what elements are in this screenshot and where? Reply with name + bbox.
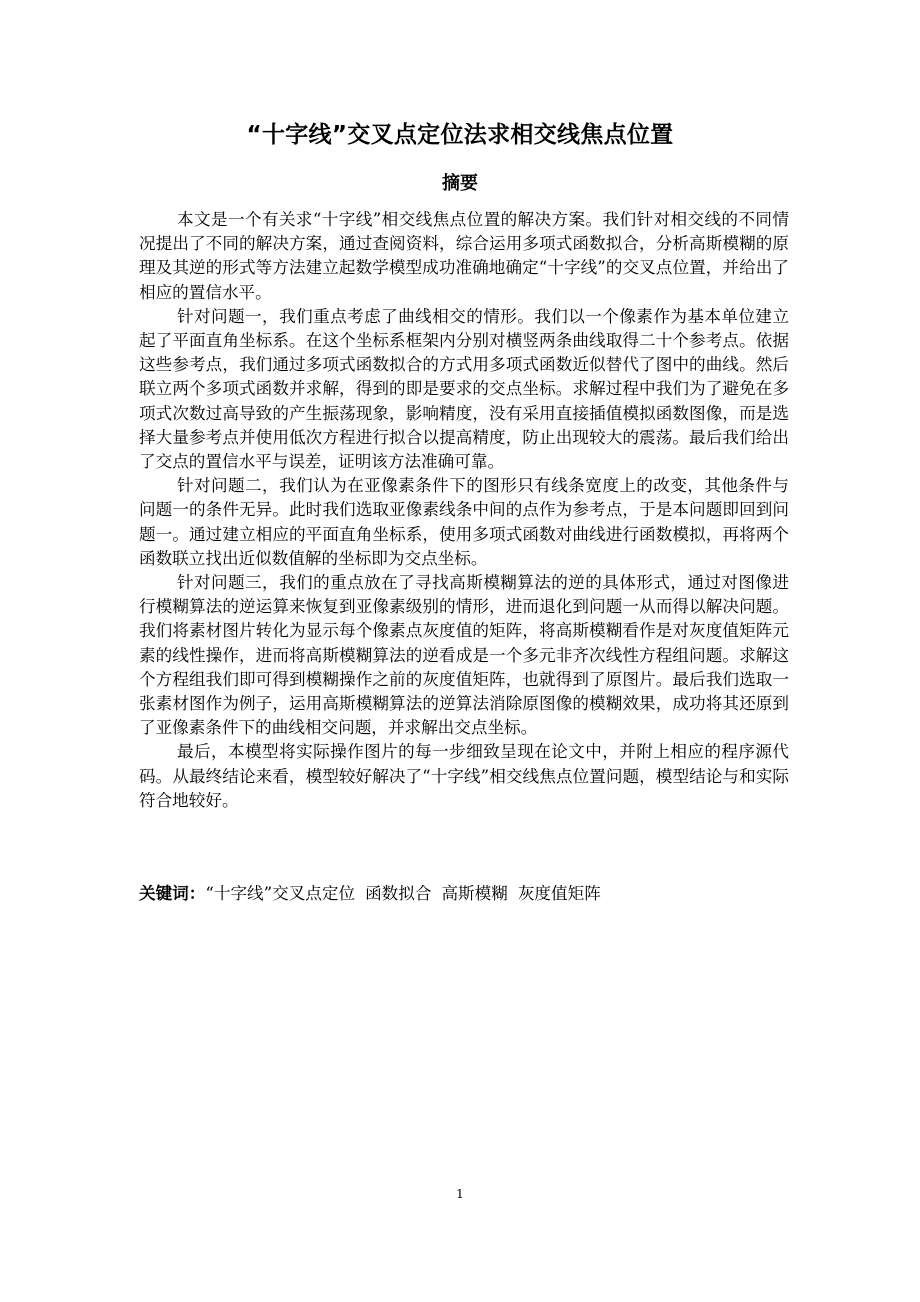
keyword-item: 函数拟合 — [365, 884, 432, 903]
keywords-label: 关键词： — [139, 884, 206, 903]
abstract-paragraph-intro: 本文是一个有关求“十字线”相交线焦点位置的解决方案。我们针对相交线的不同情况提出了不同的解决方案，通过查阅资料，综合运用多项式函数拟合，分析高斯模糊的原理及其逆的形式等方法建立起数学模型成功准确地确定“十字线”的交叉点位置，并给出了相应的置信水平。 — [139, 210, 789, 302]
abstract-heading: 摘要 — [442, 173, 478, 194]
keyword-item: “十字线”交叉点定位 — [205, 884, 356, 903]
abstract-body — [139, 208, 789, 813]
keyword-item: 高斯模糊 — [441, 884, 508, 903]
abstract-paragraph-conclusion: 最后，本模型将实际操作图片的每一步细致呈现在论文中，并附上相应的程序源代码。从最终结论来看，模型较好解决了“十字线”相交线焦点位置问题，模型结论与和实际符合地较好。 — [139, 742, 789, 810]
abstract-paragraph-problem-2: 针对问题二，我们认为在亚像素条件下的图形只有线条宽度上的改变，其他条件与问题一的条件无异。此时我们选取亚像素线条中间的点作为参考点，于是本问题即回到问题一。通过建立相应的平面直角坐标系，使用多项式函数对曲线进行函数模拟，再将两个函数联立找出近似数值解的坐标即为交点坐标。 — [139, 476, 789, 568]
page-title: “十字线”交叉点定位法求相交线焦点位置 — [246, 122, 674, 148]
abstract-paragraph-problem-1: 针对问题一，我们重点考虑了曲线相交的情形。我们以一个像素作为基本单位建立起了平面直角坐标系。在这个坐标系框架内分别对横竖两条曲线取得二十个参考点。依据这些参考点，我们通过多项式函数拟合的方式用多项式函数近似替代了图中的曲线。然后联立两个多项式函数并求解，得到的即是要求的交点坐标。求解过程中我们为了避免在多项式次数过高导致的产生振荡现象，影响精度，没有采用直接插值模拟函数图像，而是选择大量参考点并使用低次方程进行拟合以提高精度，防止出现较大的震荡。最后我们给出了交点的置信水平与误差，证明该方法准确可靠。 — [139, 306, 789, 472]
keywords-line — [139, 882, 789, 906]
keyword-item: 灰度值矩阵 — [517, 884, 601, 903]
page-number: 1 — [456, 1187, 464, 1201]
abstract-paragraph-problem-3: 针对问题三，我们的重点放在了寻找高斯模糊算法的逆的具体形式，通过对图像进行模糊算法的逆运算来恢复到亚像素级别的情形，进而退化到问题一从而得以解决问题。我们将素材图片转化为显示每个像素点灰度值的矩阵，将高斯模糊看作是对灰度值矩阵元素的线性操作，进而将高斯模糊算法的逆看成是一个多元非齐次线性方程组问题。求解这个方程组我们即可得到模糊操作之前的灰度值矩阵，也就得到了原图片。最后我们选取一张素材图作为例子，运用高斯模糊算法的逆算法消除原图像的模糊效果，成功将其还原到了亚像素条件下的曲线相交问题，并求解出交点坐标。 — [139, 573, 789, 738]
